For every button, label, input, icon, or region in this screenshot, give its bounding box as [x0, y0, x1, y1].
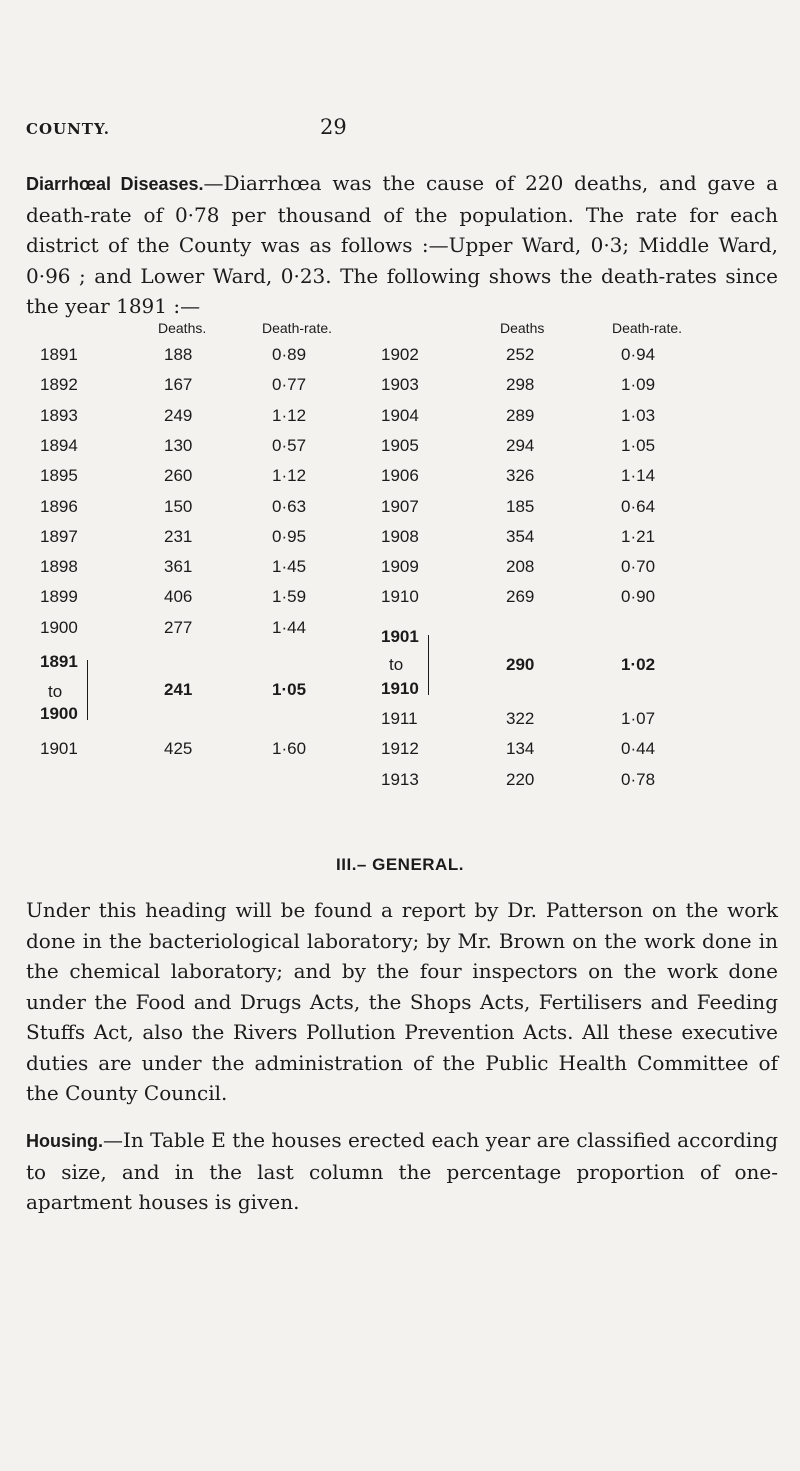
year-cell: 1908 [381, 526, 419, 546]
year-cell: 1903 [381, 375, 419, 395]
deaths-cell: 208 [506, 557, 535, 577]
rate-cell: 1·12 [272, 405, 307, 425]
bracket-mark [423, 635, 429, 695]
rate-cell: 1·44 [272, 617, 307, 637]
rate-cell: 1·45 [272, 557, 307, 577]
summary-deaths: 290 [506, 655, 535, 674]
bracket-mark [82, 660, 88, 720]
year-cell: 1894 [40, 435, 78, 455]
year-cell: 1901 [40, 739, 78, 758]
deaths-cell: 294 [506, 435, 535, 455]
rate-cell: 0·70 [621, 557, 656, 577]
rate-cell: 0·77 [272, 375, 307, 395]
deaths-cell: 249 [164, 405, 193, 425]
housing-text: —In Table E the houses erected each year are classified according to size, and in the last column the percentage proportion of one-apartment houses is given. [26, 1128, 778, 1214]
deaths-cell: 188 [164, 345, 193, 364]
col-header-death-rate: Death-rate. [262, 320, 333, 336]
deaths-cell: 298 [506, 375, 535, 395]
deaths-cell: 252 [506, 345, 535, 364]
summary-year-until: 1910 [381, 679, 419, 698]
summary-rate: 1·05 [272, 680, 307, 699]
rate-cell: 1·07 [621, 709, 656, 728]
running-head: COUNTY. [26, 120, 110, 138]
year-cell: 1911 [381, 709, 418, 728]
rate-cell: 1·03 [621, 405, 656, 425]
rate-cell: 1·09 [621, 375, 656, 395]
deaths-cell: 406 [164, 587, 193, 607]
rate-cell: 1·60 [272, 739, 307, 758]
year-cell: 1910 [381, 587, 419, 607]
year-cell: 1897 [40, 526, 78, 546]
housing-paragraph [26, 1125, 778, 1218]
summary-year-until: 1900 [40, 704, 78, 723]
summary-to: to [389, 655, 404, 674]
summary-year-from: 1901 [381, 627, 419, 646]
summary-deaths: 241 [164, 680, 193, 699]
year-cell: 1899 [40, 587, 78, 607]
deaths-cell: 185 [506, 496, 535, 516]
deaths-cell: 130 [164, 435, 193, 455]
year-cell: 1905 [381, 435, 419, 455]
rate-cell: 1·05 [621, 435, 656, 455]
rate-cell: 0·57 [272, 435, 307, 455]
col-header-deaths: Deaths. [158, 320, 207, 336]
deaths-cell: 289 [506, 405, 535, 425]
rate-cell: 1·14 [621, 466, 656, 486]
year-cell: 1900 [40, 617, 78, 637]
deaths-cell: 322 [506, 709, 535, 728]
deaths-cell: 220 [506, 769, 535, 789]
year-cell: 1895 [40, 466, 78, 486]
summary-to: to [48, 682, 63, 701]
rate-cell: 1·59 [272, 587, 307, 607]
rate-cell: 0·63 [272, 496, 307, 516]
summary-year-from: 1891 [40, 652, 78, 671]
year-cell: 1898 [40, 557, 78, 577]
year-cell: 1892 [40, 375, 78, 395]
year-cell: 1891 [40, 345, 78, 364]
diarrhoeal-paragraph [26, 168, 778, 322]
deaths-cell: 269 [506, 587, 535, 607]
deaths-cell: 326 [506, 466, 535, 486]
deaths-cell: 354 [506, 526, 535, 546]
year-cell: 1904 [381, 405, 419, 425]
year-cell: 1896 [40, 496, 78, 516]
year-cell: 1907 [381, 496, 419, 516]
year-cell: 1902 [381, 345, 419, 364]
deaths-cell: 150 [164, 496, 193, 516]
year-cell: 1909 [381, 557, 419, 577]
deaths-cell: 277 [164, 617, 193, 637]
housing-lead: Housing. [26, 1131, 103, 1151]
rate-cell: 0·44 [621, 739, 656, 759]
year-cell: 1893 [40, 405, 78, 425]
col-header-deaths-right: Deaths [500, 320, 545, 336]
deaths-cell: 425 [164, 739, 193, 758]
rate-cell: 1·21 [621, 526, 656, 546]
section-heading: III.– GENERAL. [336, 855, 464, 874]
rate-cell: 0·90 [621, 587, 656, 607]
year-cell: 1906 [381, 466, 419, 486]
general-paragraph: Under this heading will be found a report by Dr. Patterson on the work done in the bacteriological laboratory; by Mr. Brown on the work done in the chemical laboratory; and by the four inspectors on the work done under the Food and Drugs Acts, the Shops Acts, Fertilisers and Feeding Stuffs Act, also the Rivers Pollution Prevention Acts. All these executive duties are under the administration of the Public Health Committee of the County Council. [26, 898, 778, 1105]
year-cell: 1913 [381, 769, 419, 789]
deaths-cell: 231 [164, 526, 193, 546]
deaths-cell: 167 [164, 375, 193, 395]
rate-cell: 1·12 [272, 466, 307, 486]
rate-cell: 0·94 [621, 345, 656, 364]
rate-cell: 0·78 [621, 769, 656, 789]
rate-cell: 0·95 [272, 526, 307, 546]
diarrhoeal-lead: Diarrhœal Diseases. [26, 174, 204, 194]
rate-cell: 0·64 [621, 496, 656, 516]
page-number: 29 [320, 115, 347, 139]
deaths-cell: 134 [506, 739, 535, 759]
summary-rate: 1·02 [621, 655, 656, 674]
col-header-death-rate-right: Death-rate. [612, 320, 683, 336]
deaths-cell: 260 [164, 466, 193, 486]
deaths-cell: 361 [164, 557, 193, 577]
diarrhoeal-text: —Diarrhœa was the cause of 220 deaths, and gave a death-rate of 0·78 per thousand of the population. The rate for each district of the County was as follows :—Upper Ward, 0·3; Middle Ward, 0·96 ; and Lower Ward, 0·23. The following shows the death-rates since the year 1891 :— [26, 171, 778, 318]
rate-cell: 0·89 [272, 345, 307, 364]
year-cell: 1912 [381, 739, 419, 759]
